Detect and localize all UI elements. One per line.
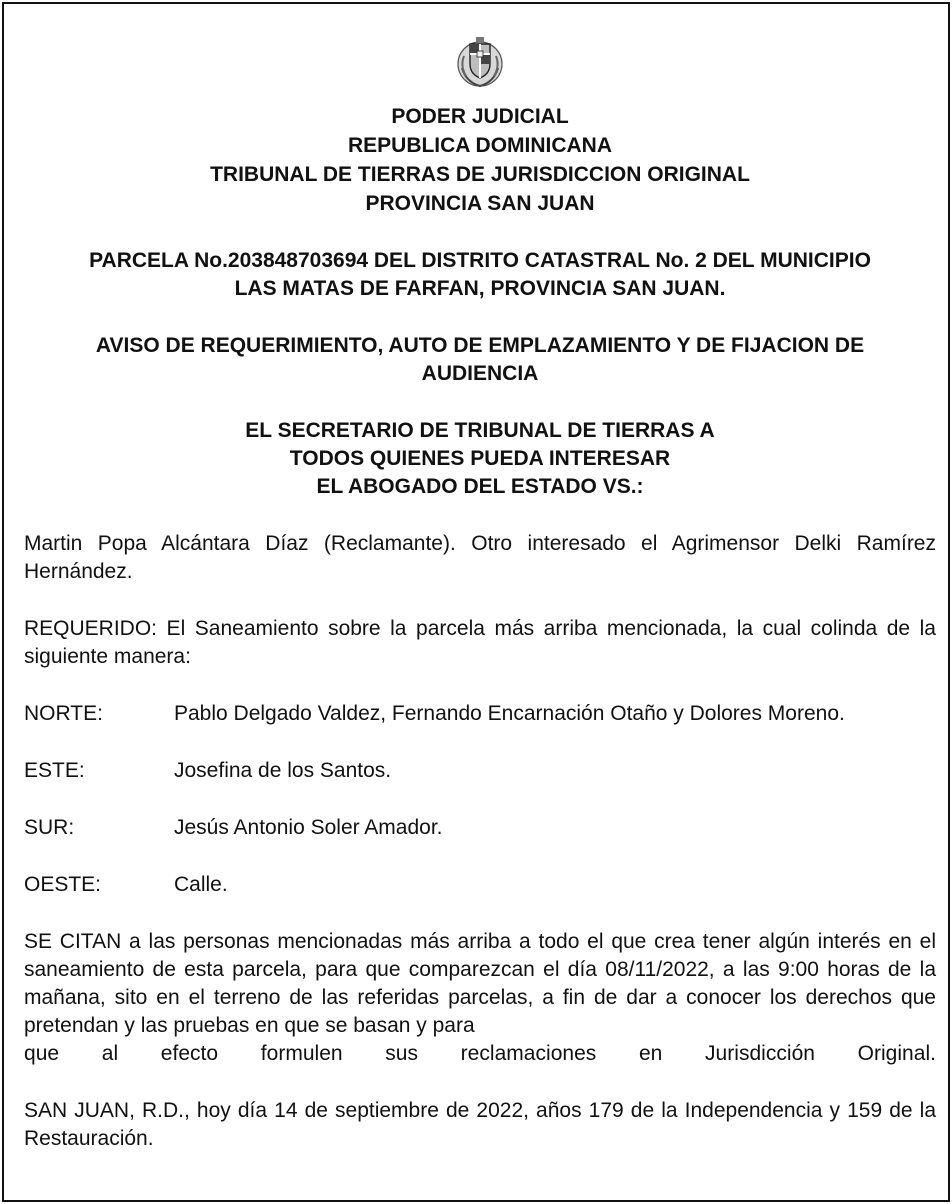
citation-paragraph [24,928,936,1068]
secretario-heading [24,417,936,501]
boundary-direction: ESTE: [24,759,85,782]
notice-content [24,34,936,1153]
parcela-line: LAS MATAS DE FARFAN, PROVINCIA SAN JUAN. [234,277,726,300]
header-line: TRIBUNAL DE TIERRAS DE JURISDICCION ORIGINAL [210,163,750,186]
boundary-value: Pablo Delgado Valdez, Fernando Encarnación Otaño y Dolores Moreno. [174,702,845,725]
header-line: REPUBLICA DOMINICANA [347,134,613,157]
court-header [24,102,936,218]
boundary-direction: SUR: [24,816,75,839]
aviso-line: AUDIENCIA [421,362,539,385]
boundary-north [24,700,936,728]
secretario-line: TODOS QUIENES PUEDA INTERESAR [289,447,671,470]
secretario-line: EL SECRETARIO DE TRIBUNAL DE TIERRAS A [245,419,715,442]
boundary-east [24,757,936,785]
boundary-direction: NORTE: [24,702,103,725]
boundary-value: Josefina de los Santos. [174,759,392,782]
parcela-line: PARCELA No.203848703694 DEL DISTRITO CATASTRAL No. 2 DEL MUNICIPIO [89,249,871,272]
boundary-south [24,814,936,842]
parties-paragraph: Martin Popa Alcántara Díaz (Reclamante). Otro interesado el Agrimensor Delki Ramírez Hernández. [24,532,936,583]
aviso-line: AVISO DE REQUERIMIENTO, AUTO DE EMPLAZAMIENTO Y DE FIJACION DE [95,334,865,357]
notice-frame [2,2,950,1202]
citation-body: SE CITAN a las personas mencionadas más arriba a todo el que crea tener algún interés en el saneamiento de esta parcela, para que comparezcan el día 08/11/2022, a las 9:00 horas de la mañana, sito en el terreno de las referidas parcelas, a fin de dar a conocer los derechos que pretendan y las pruebas en que se basan y para [24,930,936,1037]
parcela-heading [24,247,936,303]
boundary-direction: OESTE: [24,873,102,896]
aviso-heading [24,332,936,388]
header-line: PODER JUDICIAL [391,105,569,128]
secretario-line: EL ABOGADO DEL ESTADO VS.: [316,475,644,498]
boundary-west [24,871,936,899]
coat-of-arms-icon [452,34,508,90]
header-line: PROVINCIA SAN JUAN [365,192,595,215]
boundary-value: Calle. [174,873,228,896]
closing-paragraph: SAN JUAN, R.D., hoy día 14 de septiembre de 2022, años 179 de la Independencia y 159 de la Restauración. [24,1099,936,1150]
citation-last-line: que al efecto formulen sus reclamaciones en Jurisdicción Original. [24,1042,936,1065]
boundary-value: Jesús Antonio Soler Amador. [174,816,443,839]
requerido-paragraph: REQUERIDO: El Saneamiento sobre la parcela más arriba mencionada, la cual colinda de la siguiente manera: [24,617,936,668]
